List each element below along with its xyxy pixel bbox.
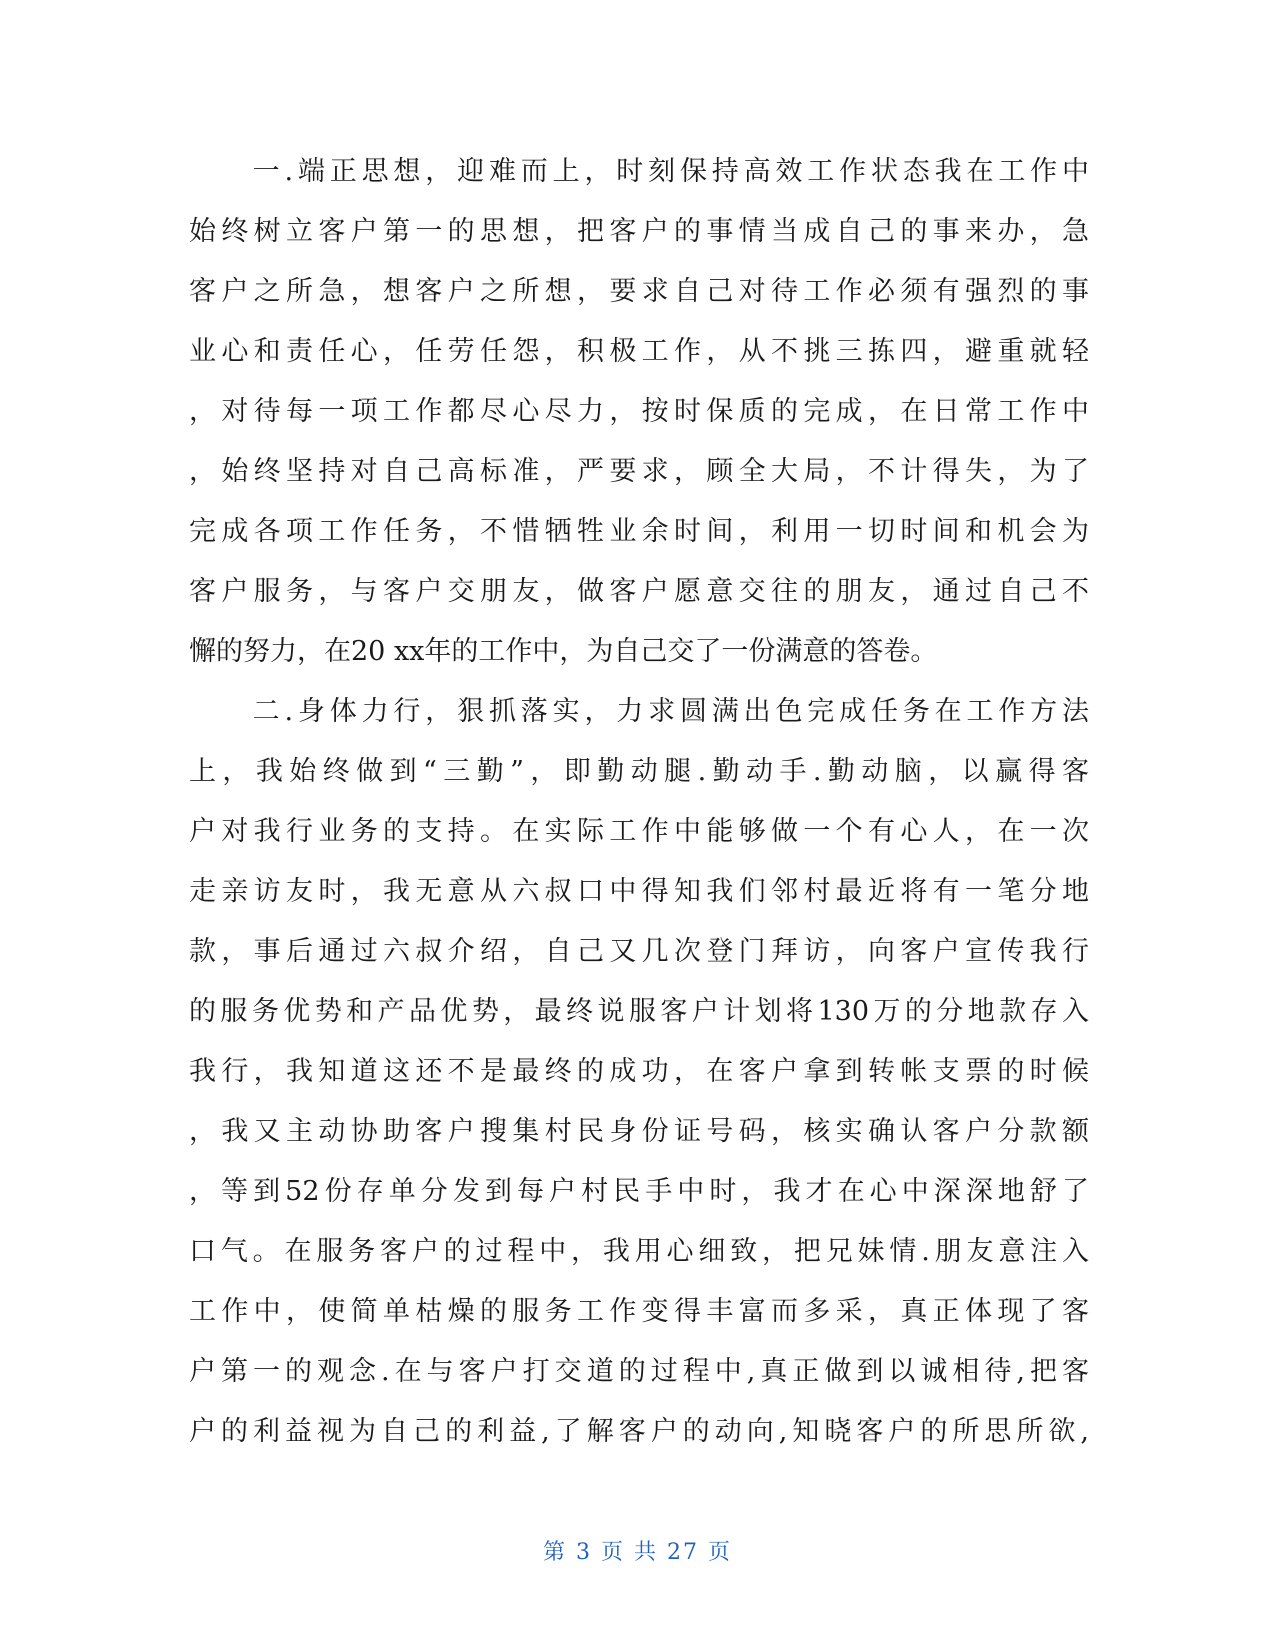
text-line: ，我又主动协助客户搜集村民身份证号码，核实确认客户分款额: [189, 1116, 1089, 1147]
text-line: 户第一的观念.在与客户打交道的过程中,真正做到以诚相待,把客: [189, 1356, 1089, 1387]
text-line: 懈的努力，在20 xx年的工作中，为自己交了一份满意的答卷。: [189, 636, 938, 667]
text-line: 户对我行业务的支持。在实际工作中能够做一个有心人，在一次: [189, 816, 1089, 847]
text-line: 走亲访友时，我无意从六叔口中得知我们邻村最近将有一笔分地: [189, 876, 1089, 907]
text-line: ，等到52份存单分发到每户村民手中时，我才在心中深深地舒了: [189, 1176, 1089, 1207]
text-line: 一.端正思想，迎难而上，时刻保持高效工作状态我在工作中: [189, 156, 1089, 187]
text-line: 款，事后通过六叔介绍，自己又几次登门拜访，向客户宣传我行: [189, 936, 1089, 967]
text-line: ，对待每一项工作都尽心尽力，按时保质的完成，在日常工作中: [189, 396, 1089, 427]
text-line: 上，我始终做到“三勤”，即勤动腿.勤动手.勤动脑，以赢得客: [189, 756, 1089, 787]
text-line: 户的利益视为自己的利益,了解客户的动向,知晓客户的所思所欲,: [189, 1416, 1089, 1447]
text-line: 始终树立客户第一的思想，把客户的事情当成自己的事来办，急: [189, 216, 1089, 247]
text-line: 完成各项工作任务，不惜牺牲业余时间，利用一切时间和机会为: [189, 516, 1089, 547]
text-line: 工作中，使简单枯燥的服务工作变得丰富而多采，真正体现了客: [189, 1296, 1089, 1327]
text-line: 业心和责任心，任劳任怨，积极工作，从不挑三拣四，避重就轻: [189, 336, 1089, 367]
text-line: 口气。在服务客户的过程中，我用心细致，把兄妹情.朋友意注入: [189, 1236, 1089, 1267]
body-text: [189, 142, 1089, 1462]
text-line: 客户之所急，想客户之所想，要求自己对待工作必须有强烈的事: [189, 276, 1089, 307]
text-line: 客户服务，与客户交朋友，做客户愿意交往的朋友，通过自己不: [189, 576, 1089, 607]
page-number-footer: 第 3 页 共 27 页: [543, 1540, 732, 1565]
text-line: ，始终坚持对自己高标准，严要求，顾全大局，不计得失，为了: [189, 456, 1089, 487]
text-line: 二.身体力行，狠抓落实，力求圆满出色完成任务在工作方法: [189, 696, 1089, 727]
text-line: 我行，我知道这还不是最终的成功，在客户拿到转帐支票的时候: [189, 1056, 1089, 1087]
text-line: 的服务优势和产品优势，最终说服客户计划将130万的分地款存入: [189, 996, 1089, 1027]
